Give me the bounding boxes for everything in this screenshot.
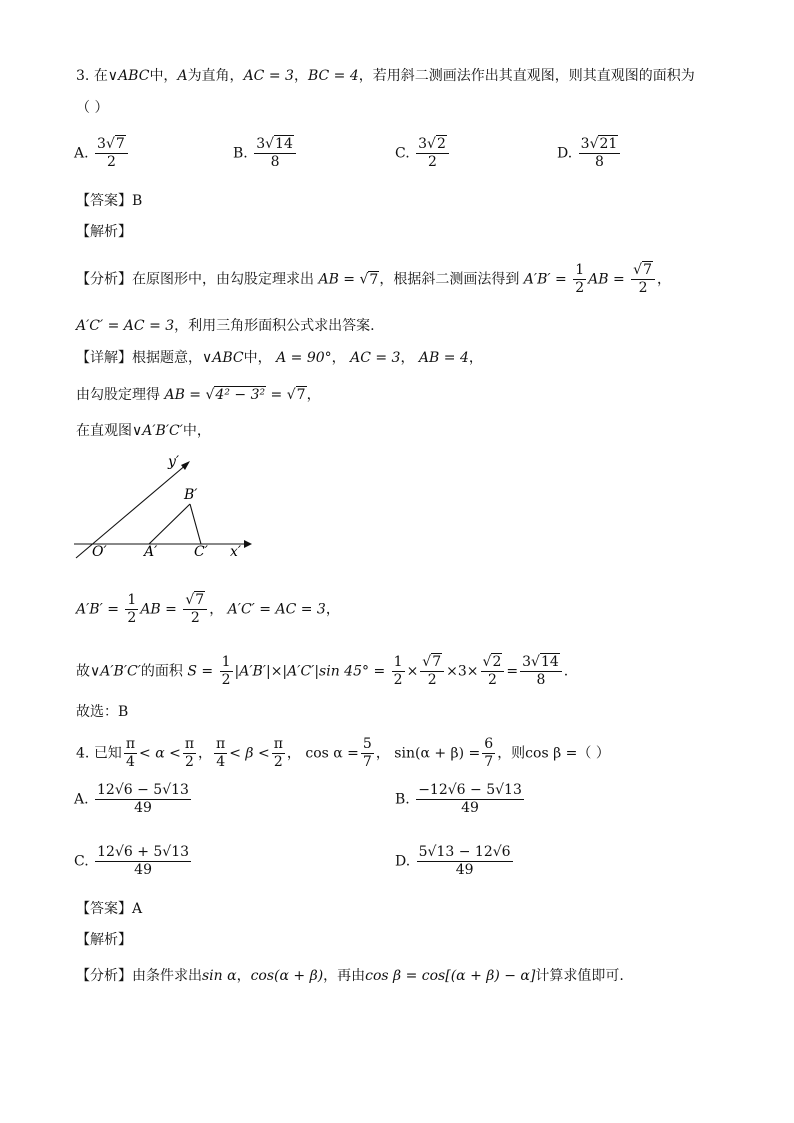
area-result: $\frac{3√14}{8}$ (520, 654, 562, 689)
q3-option-b[interactable] (233, 136, 298, 171)
q3-stem-text: 为直角， (187, 68, 244, 84)
analysis-apcp: A′C′ = AC = 3 (76, 318, 175, 334)
pyth-result: 7 (296, 387, 306, 403)
analysis-sin: sin α (202, 968, 237, 984)
option-fraction: $\frac{3√14}{8}$ (254, 136, 296, 171)
detail-triangle: ABC (212, 350, 244, 366)
option-label: A. (74, 145, 89, 162)
analysis-apbp: A′B′ = (523, 271, 567, 288)
analysis-text: ，利用三角形面积公式求出答案. (174, 318, 375, 334)
q4-analysis (76, 966, 624, 986)
q3-inview (76, 421, 211, 441)
label-b: B′ (184, 487, 198, 503)
q3-stem-text: 中， (149, 68, 178, 84)
area-eq: = (506, 663, 519, 680)
area-triangle: A′B′C′ (100, 663, 141, 680)
pi-over-4: $\frac{\pi}{4}$ (125, 736, 136, 770)
half-fraction: $\frac{1}{2}$ (127, 592, 137, 626)
q3-area (76, 654, 568, 689)
q3-detail (76, 348, 483, 368)
analysis-text: 由条件求出 (132, 968, 202, 984)
option-fraction: $\frac{12√6 - 5√13}{49}$ (97, 782, 189, 816)
sqrt7-half: $\frac{√7}{2}$ (420, 654, 444, 689)
q3-answer (76, 191, 142, 211)
q3-vertex-a: A (177, 68, 188, 84)
analysis-formula: cos β = cos[(α + β) − α] (365, 968, 536, 984)
eq1-text: ， (209, 601, 224, 618)
analysis-text: ， (657, 271, 671, 288)
area-times: ×3× (446, 663, 479, 680)
q4-answer (76, 899, 142, 919)
inview-text: 在直观图∨ (76, 423, 143, 439)
segment-bc (190, 504, 201, 544)
q4-option-c[interactable] (74, 844, 193, 879)
area-times: × (406, 663, 419, 680)
sqrt2-half: $\frac{√2}{2}$ (481, 654, 505, 689)
q4-alpha: < α < (139, 745, 181, 762)
option-label: B. (233, 145, 248, 162)
analysis-tag: 【分析】 (76, 271, 132, 288)
pi-over-2: $\frac{\pi}{2}$ (184, 736, 195, 770)
pi-over-2: $\frac{\pi}{2}$ (273, 736, 283, 770)
segment-ab (149, 504, 190, 544)
half-fraction: $\frac{1}{2}$ (393, 654, 403, 688)
option-label: D. (557, 145, 573, 162)
pyth-radicand: 4² − 3² (215, 387, 266, 403)
q4-beta: < β < (229, 745, 270, 762)
area-text: 故∨ (76, 663, 101, 680)
q3-stem-text: 在∨ (93, 68, 119, 84)
q4-stem (76, 736, 610, 771)
analysis-text: 计算求值即可. (535, 968, 624, 984)
q3-ac-value: AC = 3 (243, 68, 294, 84)
q3-equation-1 (76, 592, 340, 627)
q3-analysis-2 (76, 316, 375, 336)
half-fraction: $\frac{1}{2}$ (575, 262, 585, 296)
analysis-sqrt: 7 (369, 271, 379, 288)
label-a: A′ (144, 544, 158, 560)
q3-option-c[interactable] (395, 136, 451, 171)
five-sevenths: $\frac{5}{7}$ (362, 736, 372, 770)
option-fraction: $\frac{3√2}{2}$ (416, 136, 449, 171)
analysis-text: ， (236, 968, 251, 984)
q3-analysis: 【分析】在原图形中，由勾股定理求出 AB = √7，根据斜二测画法得到 A′B′ = $\frac{1}{2}$ AB = $\frac{√7}{2}$ ， (76, 262, 671, 296)
analysis-cos: cos(α + β) (250, 968, 324, 984)
analysis-ab: AB = (588, 271, 625, 288)
area-formula: |A′B′|×|A′C′|sin 45° = (234, 663, 386, 680)
analysis-text: 在原图形中，由勾股定理求出 (132, 271, 314, 288)
analysis-text: ，再由 (323, 968, 366, 984)
q4-sin-sum: sin(α + β) = (394, 745, 481, 762)
analysis-tag: 【分析】 (76, 968, 132, 984)
q4-cos-alpha: cos α = (305, 745, 359, 762)
analysis-ab: AB = (318, 271, 356, 288)
option-label: A. (74, 791, 89, 808)
label-c: C′ (194, 544, 208, 560)
eq1-lhs: A′B′ = (76, 601, 119, 618)
pyth-eq: = (270, 387, 283, 403)
q4-stem-text: ，则cos β =（ ） (497, 745, 610, 762)
eq1-ab: AB = (140, 601, 177, 618)
answer-tag: 【答案】 (76, 193, 132, 209)
detail-angle: A = 90° (276, 350, 332, 366)
analysis-text: ，根据斜二测画法得到 (379, 271, 520, 288)
option-label: B. (395, 791, 410, 808)
q4-sep: ， (375, 745, 390, 762)
detail-text: ， (331, 350, 346, 366)
detail-text: ， (400, 350, 415, 366)
q4-option-a[interactable] (74, 782, 193, 817)
option-fraction: $\frac{3√7}{2}$ (95, 136, 128, 171)
option-fraction: $\frac{12√6 + 5√13}{49}$ (97, 844, 190, 878)
eq1-apcp: A′C′ = AC = 3 (227, 601, 326, 618)
area-text: 的面积 (140, 663, 183, 680)
q3-stem (76, 66, 695, 86)
option-label: C. (74, 853, 89, 870)
q3-choose: 故选：B (76, 704, 129, 720)
option-fraction: $\frac{5√13 - 12√6}{49}$ (418, 844, 511, 878)
half-fraction: $\frac{1}{2}$ (221, 654, 231, 688)
q3-option-a[interactable] (74, 136, 130, 171)
option-label: D. (395, 853, 411, 870)
oblique-figure (64, 450, 264, 565)
q4-jiexi: 【解析】 (76, 932, 132, 948)
q3-stem-text: ，若用斜二测画法作出其直观图，则其直观图的面积为 (358, 68, 695, 84)
detail-ab: AB = 4 (418, 350, 469, 366)
label-y-axis: y′ (168, 454, 180, 470)
detail-ac: AC = 3 (350, 350, 401, 366)
sqrt7-half: $\frac{√7}{2}$ (631, 262, 655, 297)
option-label: C. (395, 145, 410, 162)
answer-tag: 【答案】 (76, 901, 132, 917)
q4-stem-text: 已知 (93, 745, 122, 762)
answer-value: B (132, 193, 143, 209)
six-sevenths: $\frac{6}{7}$ (484, 736, 494, 770)
inview-triangle: A′B′C′ (142, 423, 183, 439)
answer-value: A (132, 901, 143, 917)
sqrt7-half: $\frac{√7}{2}$ (183, 592, 207, 627)
pi-over-4: $\frac{\pi}{4}$ (216, 736, 226, 770)
x-axis-arrow (244, 540, 252, 548)
q3-bc-value: BC = 4 (307, 68, 359, 84)
q3-paren: （ ） (76, 100, 109, 116)
eq1-text: ， (325, 601, 340, 618)
q4-option-d[interactable] (395, 844, 515, 879)
q4-number: 4. (76, 745, 90, 762)
q4-sep: ， (286, 745, 301, 762)
area-text: . (563, 663, 569, 680)
detail-text: 根据题意，∨ (132, 350, 213, 366)
option-fraction: $\frac{-12√6 - 5√13}{49}$ (418, 782, 522, 816)
detail-text: ， (468, 350, 483, 366)
q3-number: 3. (76, 68, 90, 84)
detail-text: 中， (243, 350, 272, 366)
label-x-axis: x′ (230, 544, 242, 560)
q3-pythagoras: 由勾股定理得 AB = √4² − 3² = √7， (76, 387, 321, 403)
pyth-text: ， (306, 387, 321, 403)
option-fraction: $\frac{3√21}{8}$ (579, 136, 621, 171)
area-s: S = (187, 663, 214, 680)
q4-option-b[interactable] (395, 782, 526, 817)
detail-tag: 【详解】 (76, 350, 132, 366)
q3-jiexi: 【解析】 (76, 224, 132, 240)
inview-text: 中， (182, 423, 211, 439)
label-origin: O′ (92, 544, 107, 560)
pyth-ab: AB = (164, 387, 202, 403)
q3-stem-text: ， (293, 68, 308, 84)
q4-sep: ， (198, 745, 213, 762)
pyth-text: 由勾股定理得 (76, 387, 160, 403)
q3-triangle: ABC (118, 68, 150, 84)
q3-option-d[interactable] (557, 136, 622, 171)
